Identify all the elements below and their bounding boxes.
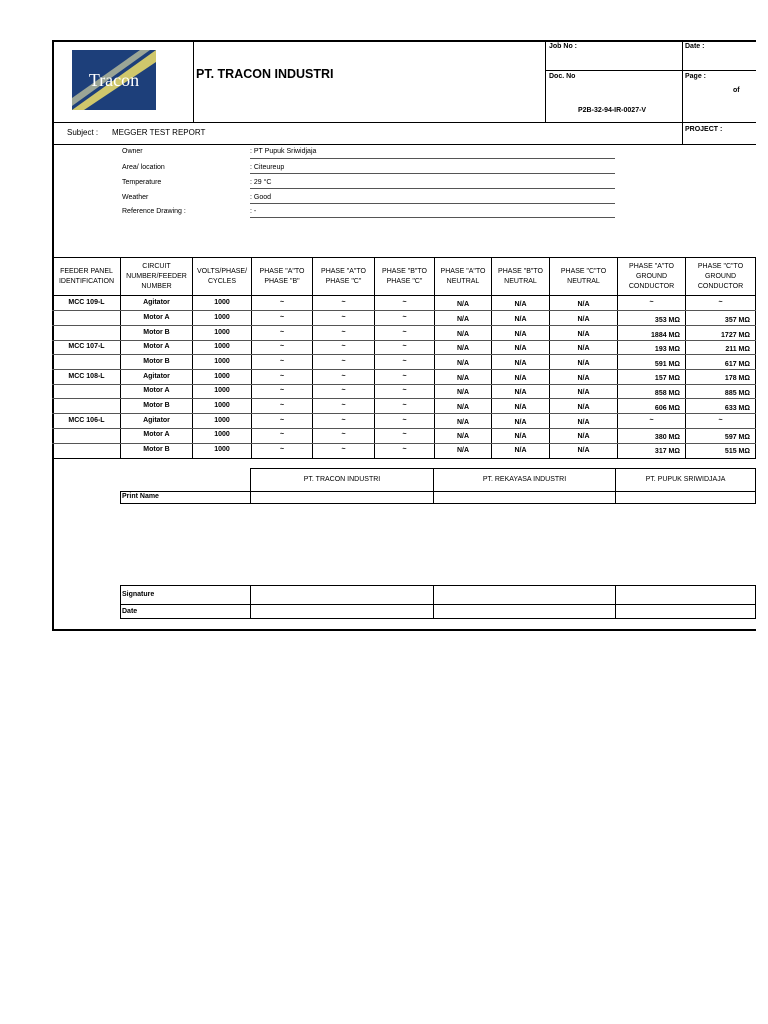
cell-b-c: ~ [402, 314, 407, 321]
cell-a-c: ~ [341, 314, 346, 321]
cell-c-g: 885 MΩ [724, 389, 750, 397]
cell-a-g: ~ [649, 417, 654, 424]
cell-c-g: 211 MΩ [725, 345, 750, 353]
cell-a-g: 1884 MΩ [651, 331, 680, 339]
cell-a-b: ~ [279, 314, 285, 321]
cell-c-n: N/A [577, 331, 590, 338]
info-drawing-label: Reference Drawing : [122, 208, 186, 215]
col-header-circuit-number: CIRCUIT NUMBER/FEEDER NUMBER [126, 262, 187, 290]
cell-circuit: Motor B [143, 329, 170, 336]
cell-b-c: ~ [402, 299, 407, 306]
signoff-date-label: Date [122, 608, 138, 615]
cell-c-n: N/A [577, 447, 590, 454]
cell-a-c: ~ [341, 343, 346, 350]
cell-a-n: N/A [456, 447, 470, 454]
cell-c-g: ~ [718, 417, 723, 424]
job-no-label: Job No : [549, 43, 577, 50]
cell-b-n: N/A [514, 331, 527, 338]
col-header-c-to-ground: PHASE "C"TO GROUND CONDUCTOR [697, 262, 744, 290]
cell-c-g: ~ [718, 299, 723, 306]
cell-b-c: ~ [402, 373, 407, 380]
cell-c-g: 597 MΩ [724, 433, 750, 441]
subject-value: MEGGER TEST REPORT [112, 128, 206, 137]
cell-circuit: Motor A [143, 314, 170, 321]
date-label: Date : [685, 43, 705, 50]
cell-circuit: Motor A [143, 431, 170, 438]
cell-volts: 1000 [214, 373, 230, 380]
info-area-label: Area/ location [122, 164, 165, 171]
company-name: PT. TRACON INDUSTRI [196, 67, 334, 81]
cell-b-n: N/A [514, 389, 527, 396]
cell-b-n: N/A [514, 375, 527, 382]
info-temperature-label: Temperature [122, 179, 162, 186]
cell-feeder: MCC 106-L [68, 417, 105, 424]
cell-b-c: ~ [402, 358, 407, 365]
cell-a-n: N/A [456, 375, 470, 382]
cell-a-c: ~ [341, 431, 346, 438]
cell-a-n: N/A [456, 360, 470, 367]
cell-a-b: ~ [279, 446, 285, 453]
info-weather-value: : Good [250, 194, 272, 201]
party-rekayasa: PT. REKAYASA INDUSTRI [482, 476, 567, 483]
cell-a-g: 317 MΩ [654, 447, 680, 455]
cell-feeder [53, 311, 120, 325]
cell-c-n: N/A [577, 404, 590, 411]
cell-volts: 1000 [214, 446, 230, 453]
cell-volts: 1000 [214, 299, 230, 306]
cell-feeder [53, 443, 120, 457]
page-label: Page : [685, 73, 707, 80]
cell-b-n: N/A [514, 316, 527, 323]
info-drawing-value: : - [250, 208, 257, 215]
cell-c-g: 1727 MΩ [721, 331, 750, 339]
cell-feeder [53, 399, 120, 413]
cell-b-c: ~ [402, 431, 407, 438]
cell-a-g: 606 MΩ [654, 404, 680, 412]
cell-circuit: Motor A [143, 343, 170, 350]
cell-volts: 1000 [214, 343, 230, 350]
cell-b-c: ~ [402, 417, 407, 424]
col-header-a-to-neutral: PHASE "A"TO NEUTRAL [440, 267, 486, 285]
cell-a-g: 858 MΩ [654, 389, 680, 397]
cell-circuit: Agitator [143, 299, 170, 306]
cell-feeder: MCC 107-L [68, 343, 105, 350]
col-header-a-to-b: PHASE "A"TO PHASE "B" [259, 267, 305, 285]
project-label: PROJECT : [685, 126, 723, 133]
cell-c-n: N/A [577, 419, 590, 426]
cell-a-g: 157 MΩ [654, 374, 680, 382]
info-area-value: : Citeureup [250, 164, 285, 171]
cell-feeder [53, 355, 120, 369]
cell-circuit: Motor B [143, 402, 170, 409]
info-weather-label: Weather [122, 194, 149, 201]
cell-b-n: N/A [514, 345, 527, 352]
cell-a-n: N/A [456, 301, 470, 308]
cell-b-n: N/A [514, 404, 527, 411]
signature-label: Signature [122, 591, 155, 598]
cell-volts: 1000 [214, 431, 230, 438]
party-tracon: PT. TRACON INDUSTRI [303, 476, 381, 483]
cell-volts: 1000 [214, 402, 230, 409]
subject-label: Subject : [67, 128, 99, 137]
cell-a-g: 380 MΩ [654, 433, 680, 441]
cell-c-n: N/A [577, 375, 590, 382]
cell-c-n: N/A [577, 316, 590, 323]
cell-a-c: ~ [341, 299, 346, 306]
cell-a-n: N/A [456, 389, 470, 396]
cell-b-c: ~ [402, 387, 407, 394]
cell-volts: 1000 [214, 417, 230, 424]
cell-c-n: N/A [577, 360, 590, 367]
cell-c-g: 178 MΩ [724, 374, 750, 382]
cell-a-g: 193 MΩ [654, 345, 680, 353]
cell-c-g: 515 MΩ [724, 447, 750, 455]
cell-c-g: 617 MΩ [724, 360, 750, 368]
col-header-b-to-neutral: PHASE "B"TO NEUTRAL [498, 267, 543, 285]
cell-a-b: ~ [279, 329, 285, 336]
cell-a-c: ~ [341, 373, 346, 380]
cell-a-b: ~ [279, 387, 285, 394]
cell-circuit: Agitator [143, 373, 170, 380]
cell-a-b: ~ [279, 373, 285, 380]
cell-a-c: ~ [341, 417, 346, 424]
cell-a-n: N/A [456, 433, 470, 440]
cell-a-g: 591 MΩ [654, 360, 680, 368]
cell-a-c: ~ [341, 387, 346, 394]
col-header-a-to-c: PHASE "A"TO PHASE "C" [321, 267, 366, 285]
col-header-b-to-c: PHASE "B"TO PHASE "C" [382, 267, 427, 285]
cell-circuit: Motor B [143, 446, 170, 453]
cell-circuit: Motor B [143, 358, 170, 365]
cell-feeder [53, 428, 120, 442]
cell-circuit: Agitator [143, 417, 170, 424]
cell-b-n: N/A [514, 433, 527, 440]
cell-a-n: N/A [456, 331, 470, 338]
cell-b-n: N/A [514, 360, 527, 367]
cell-feeder: MCC 109-L [68, 299, 105, 306]
info-owner-value: : PT Pupuk Sriwidjaja [250, 148, 317, 155]
doc-no-label: Doc. No [549, 73, 576, 80]
print-name-label: Print Name [122, 493, 159, 500]
cell-volts: 1000 [214, 329, 230, 336]
doc-no-value: P2B-32-94-IR-0027-V [578, 107, 647, 114]
cell-a-b: ~ [279, 431, 285, 438]
col-header-a-to-ground: PHASE "A"TO GROUND CONDUCTOR [628, 262, 675, 290]
cell-a-g: ~ [649, 299, 654, 306]
cell-c-n: N/A [577, 389, 590, 396]
cell-feeder [53, 384, 120, 398]
cell-c-g: 633 MΩ [724, 404, 750, 412]
cell-c-n: N/A [577, 345, 590, 352]
cell-volts: 1000 [214, 314, 230, 321]
cell-circuit: Motor A [143, 387, 170, 394]
cell-b-c: ~ [402, 402, 407, 409]
cell-c-g: 357 MΩ [724, 316, 750, 324]
cell-b-c: ~ [402, 329, 407, 336]
cell-a-b: ~ [279, 299, 285, 306]
cell-volts: 1000 [214, 387, 230, 394]
party-pupuk: PT. PUPUK SRIWIDJAJA [645, 476, 726, 483]
col-header-volts: VOLTS/PHASE/ CYCLES [196, 267, 248, 285]
cell-a-n: N/A [456, 419, 470, 426]
cell-c-n: N/A [577, 301, 590, 308]
cell-b-n: N/A [514, 447, 527, 454]
cell-feeder [53, 326, 120, 340]
cell-a-c: ~ [341, 329, 346, 336]
cell-a-b: ~ [279, 358, 285, 365]
cell-b-c: ~ [402, 343, 407, 350]
col-header-feeder-panel: FEEDER PANEL IDENTIFICATION [58, 267, 115, 285]
company-logo [70, 48, 158, 112]
cell-b-c: ~ [402, 446, 407, 453]
cell-b-n: N/A [514, 419, 527, 426]
info-owner-label: Owner [122, 148, 143, 155]
cell-volts: 1000 [214, 358, 230, 365]
cell-a-n: N/A [456, 345, 470, 352]
cell-a-n: N/A [456, 404, 470, 411]
cell-a-b: ~ [279, 343, 285, 350]
svg-text:Tracon: Tracon [88, 70, 140, 90]
page-of: of [733, 87, 740, 94]
cell-a-c: ~ [341, 402, 346, 409]
col-header-c-to-neutral: PHASE "C"TO NEUTRAL [560, 267, 607, 285]
cell-a-b: ~ [279, 402, 285, 409]
cell-b-n: N/A [514, 301, 527, 308]
cell-a-b: ~ [279, 417, 285, 424]
cell-a-n: N/A [456, 316, 470, 323]
info-temperature-value: : 29 °C [250, 179, 272, 186]
cell-a-g: 353 MΩ [654, 316, 680, 324]
cell-feeder: MCC 108-L [68, 373, 105, 380]
cell-c-n: N/A [577, 433, 590, 440]
cell-a-c: ~ [341, 358, 346, 365]
cell-a-c: ~ [341, 446, 346, 453]
